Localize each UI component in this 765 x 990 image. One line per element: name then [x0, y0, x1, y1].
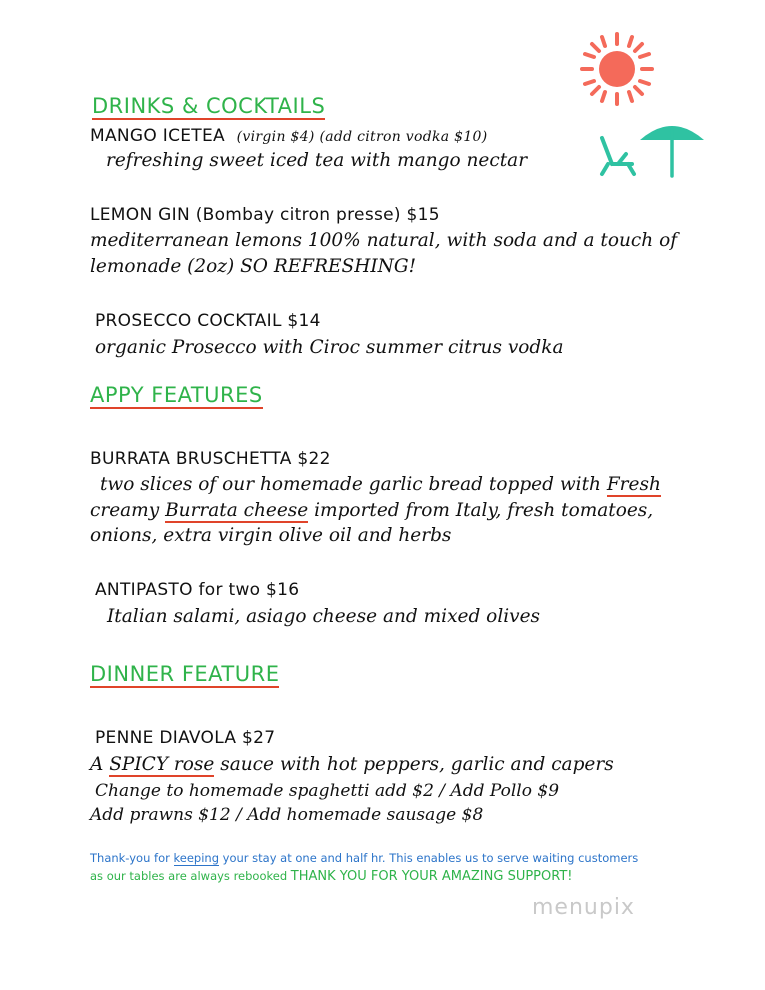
burrata-bruschetta-title: BURRATA BRUSCHETTA $22 — [90, 449, 331, 469]
appy-heading: APPY FEATURES — [90, 383, 263, 407]
penne-desc-a: A — [90, 754, 110, 775]
penne-diavola-description — [90, 754, 614, 776]
add-prawns-line: Add prawns $12 / Add homemade sausage $8 — [90, 805, 484, 825]
burrata-desc-2c: imported from Italy, fresh tomatoes, — [308, 500, 654, 521]
sun-icon — [578, 30, 656, 108]
footer-line-2a: as our tables are always rebooked — [90, 869, 291, 883]
footer-keeping: keeping — [173, 851, 219, 865]
dinner-heading: DINNER FEATURE — [90, 662, 280, 686]
footer-line-2 — [90, 869, 573, 884]
footer-thank-you: THANK YOU FOR YOUR AMAZING SUPPORT! — [290, 869, 573, 884]
burrata-description-line-3: onions, extra virgin olive oil and herbs — [90, 525, 452, 546]
burrata-description-line-1 — [100, 474, 661, 496]
menupix-watermark: menupix — [532, 895, 635, 920]
burrata-description-line-2 — [90, 500, 653, 522]
antipasto-description: Italian salami, asiago cheese and mixed olives — [107, 606, 541, 627]
mango-icetea-description: refreshing sweet iced tea with mango nectar — [106, 150, 528, 171]
burrata-desc-cheese: Burrata cheese — [165, 500, 309, 521]
burrata-desc-2a: creamy — [90, 500, 166, 521]
mango-icetea-title — [90, 126, 488, 147]
prosecco-cocktail-description: organic Prosecco with Ciroc summer citrus vodka — [95, 337, 564, 358]
burrata-desc-fresh: Fresh — [606, 474, 661, 495]
umbrella-icon — [636, 118, 708, 178]
penne-desc-spicy: SPICY rose — [109, 754, 215, 775]
mango-icetea-options: (virgin $4) (add citron vodka $10) — [236, 129, 488, 145]
change-spaghetti-line: Change to homemade spaghetti add $2 / Add Pollo $9 — [95, 781, 560, 801]
lemon-gin-description-line-2: lemonade (2oz) SO REFRESHING! — [90, 256, 417, 277]
mango-icetea-name: MANGO ICETEA — [90, 126, 225, 146]
antipasto-title: ANTIPASTO for two $16 — [95, 580, 300, 600]
penne-diavola-title: PENNE DIAVOLA $27 — [95, 728, 276, 748]
lemon-gin-description-line-1: mediterranean lemons 100% natural, with soda and a touch of — [90, 230, 678, 251]
footer-line-1 — [90, 851, 638, 865]
penne-desc-c: sauce with hot peppers, garlic and capers — [214, 754, 614, 775]
footer-line-1a: Thank-you for — [90, 851, 174, 865]
lemon-gin-title: LEMON GIN (Bombay citron presse) $15 — [90, 205, 440, 225]
burrata-desc-1a: two slices of our homemade garlic bread topped with — [100, 474, 607, 495]
footer-line-1c: your stay at one and half hr. This enables us to serve waiting customers — [219, 851, 639, 865]
drinks-heading: DRINKS & COCKTAILS — [92, 94, 326, 118]
beach-chair-icon — [598, 134, 638, 178]
prosecco-cocktail-title: PROSECCO COCKTAIL $14 — [95, 311, 321, 331]
